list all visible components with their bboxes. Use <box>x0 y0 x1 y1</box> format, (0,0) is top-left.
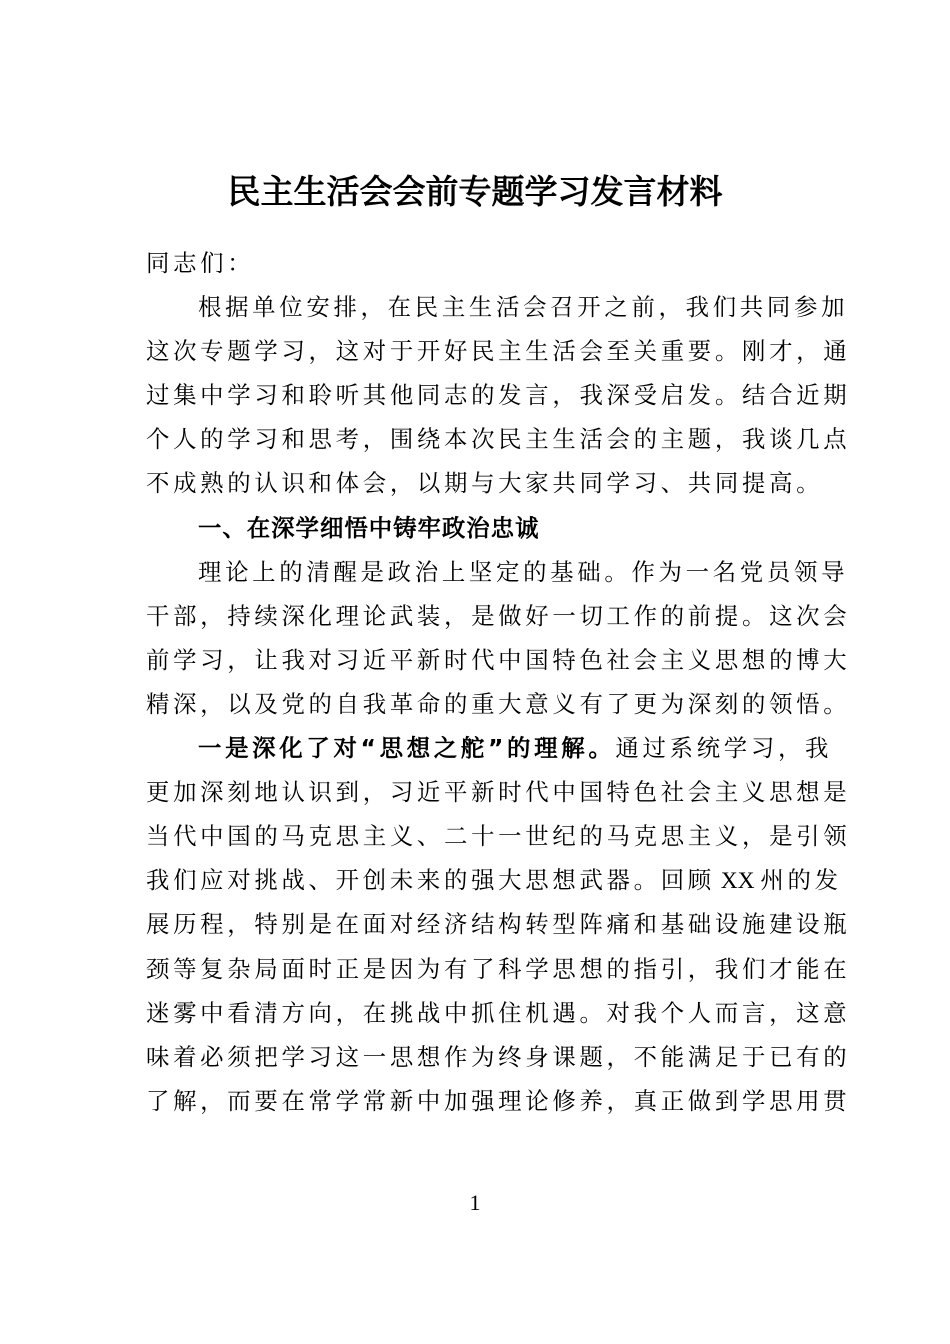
paragraph-line: 味着必须把学习这一思想作为终身课题，不能满足于已有的 <box>146 1042 851 1071</box>
paragraph-intro <box>146 285 851 505</box>
paragraph-line: 干部，持续深化理论武装，是做好一切工作的前提。这次会 <box>146 601 851 630</box>
section-heading: 一、在深学细悟中铸牢政治忠诚 <box>198 513 540 542</box>
paragraph-line: 这次专题学习，这对于开好民主生活会至关重要。刚才，通 <box>146 337 851 366</box>
paragraph-line: 前学习，让我对习近平新时代中国特色社会主义思想的博大 <box>146 645 851 674</box>
paragraph-line: 更加深刻地认识到，习近平新时代中国特色社会主义思想是 <box>146 778 851 807</box>
paragraph-line: 理论上的清醒是政治上坚定的基础。作为一名党员领导 <box>198 557 849 586</box>
document-title: 民主生活会会前专题学习发言材料 <box>227 172 723 211</box>
text-segment: 我们应对挑战、开创未来的强大思想武器。回顾 <box>146 866 715 895</box>
point-lead-bold: 一是深化了对“思想之舵”的理解。 <box>198 734 616 763</box>
paragraph-line: 个人的学习和思考，围绕本次民主生活会的主题，我谈几点 <box>146 425 851 454</box>
paragraph-line: 不成熟的认识和体会，以期与大家共同学习、共同提高。 <box>146 469 824 498</box>
paragraph-line <box>146 726 833 770</box>
page-number: 1 <box>469 1190 481 1215</box>
document-body <box>146 241 851 1123</box>
paragraph-theory <box>146 550 851 726</box>
placeholder-name: XX <box>714 868 761 895</box>
paragraph-line: 当代中国的马克思主义、二十一世纪的马克思主义，是引领 <box>146 822 851 851</box>
paragraph-line: 根据单位安排，在民主生活会召开之前，我们共同参加 <box>198 293 849 322</box>
paragraph-point-one <box>146 726 851 1123</box>
paragraph-line: 颈等复杂局面时正是因为有了科学思想的指引，我们才能在 <box>146 954 851 983</box>
paragraph-line: 了解，而要在常学常新中加强理论修养，真正做到学思用贯 <box>146 1086 851 1115</box>
paragraph-line: 过集中学习和聆听其他同志的发言，我深受启发。结合近期 <box>146 381 851 410</box>
paragraph-line: 迷雾中看清方向，在挑战中抓住机遇。对我个人而言，这意 <box>146 998 851 1027</box>
text-segment: 州的发 <box>760 866 842 895</box>
paragraph-line <box>146 858 842 902</box>
paragraph-line: 展历程，特别是在面对经济结构转型阵痛和基础设施建设瓶 <box>146 910 851 939</box>
paragraph-line: 精深，以及党的自我革命的重大意义有了更为深刻的领悟。 <box>146 689 851 718</box>
salutation: 同志们： <box>146 249 255 277</box>
point-text: 通过系统学习，我 <box>615 734 833 763</box>
